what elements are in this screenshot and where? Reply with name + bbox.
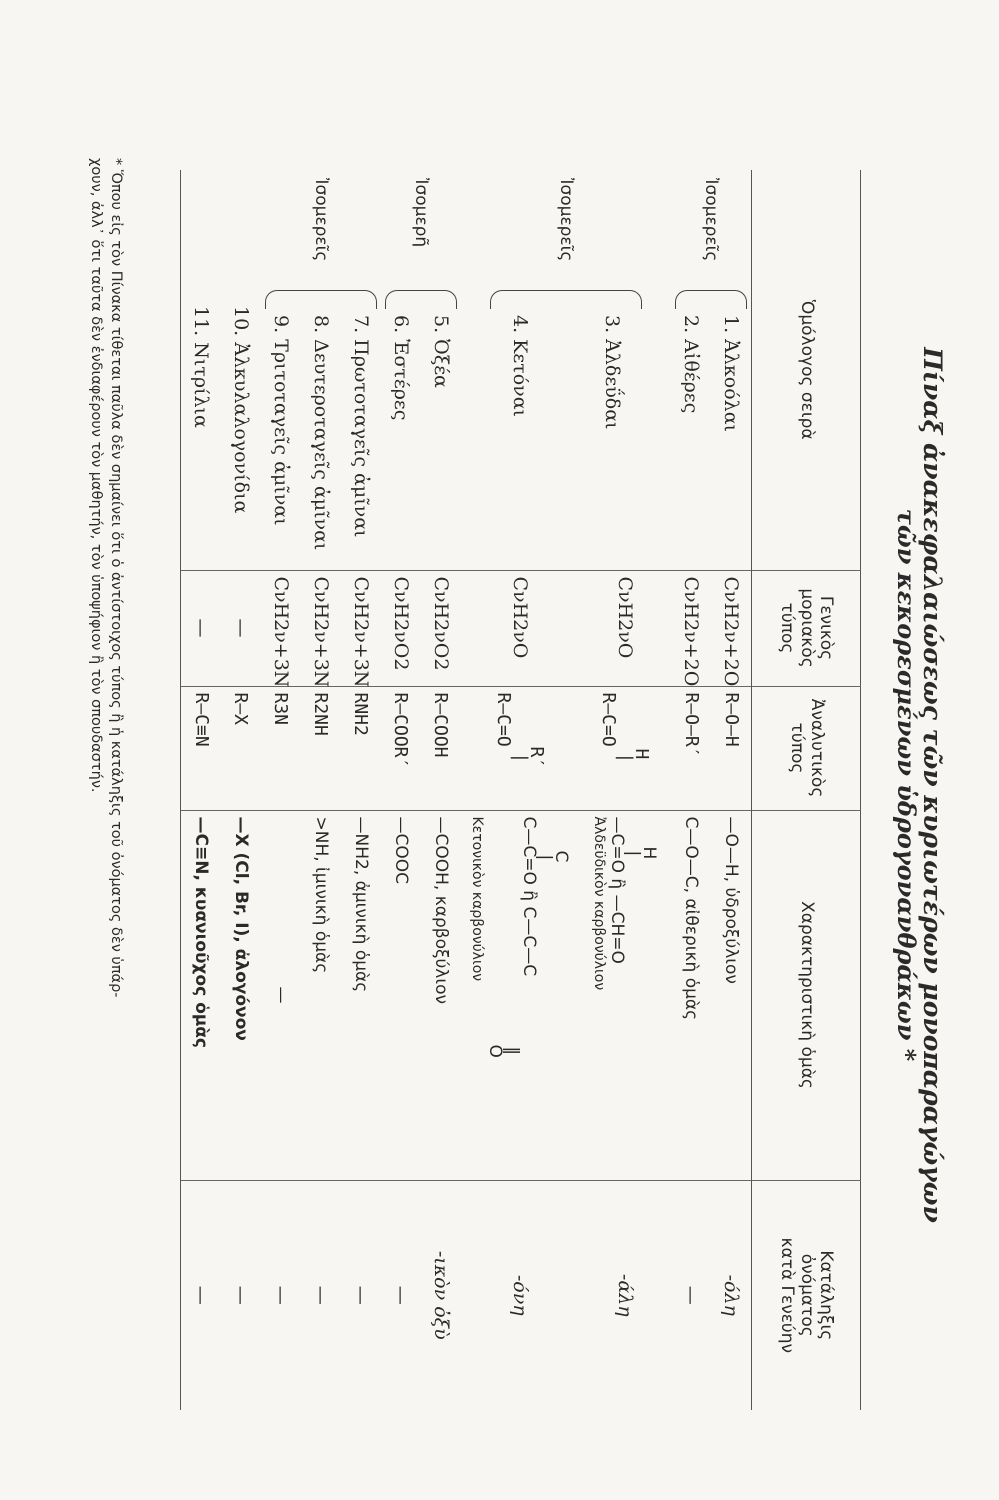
- group-label: Ἰσομερεῖς: [311, 178, 331, 262]
- characteristic-top: C: [551, 850, 571, 863]
- analytical-top: H: [631, 748, 652, 760]
- series-name: 9. Τριτοταγεῖς ἀμῖναι: [270, 315, 292, 526]
- bond-line-icon: |: [623, 850, 643, 857]
- analytical-formula: R—C≡N: [181, 686, 221, 810]
- characteristic-group: —COOH, καρβοξύλιον: [421, 810, 461, 1180]
- series-name: 1. Ἀλκοόλαι: [720, 315, 742, 433]
- series-name: 7. Πρωτοταγεῖς ἀμῖναι: [350, 315, 372, 538]
- name-ending: -ικὸν ὀξὺ: [421, 1180, 461, 1410]
- characteristic-group: —: [261, 810, 301, 1180]
- group-label: Ἰσομερεῖς: [701, 178, 721, 262]
- analytical-formula: R—COOH: [421, 686, 461, 810]
- series-name: 4. Κετόναι: [509, 315, 531, 417]
- series-name: 11. Νιτρίλια: [181, 170, 221, 570]
- header-row: [752, 170, 861, 1410]
- header-characteristic: Χαρακτηριστικὴ ὁμὰς: [752, 810, 861, 1180]
- analytical-formula: R—COOR′: [381, 686, 421, 810]
- characteristic-main: —C=O ἢ —CH=O: [607, 816, 627, 964]
- characteristic-group: [579, 810, 671, 1180]
- molecular-formula: CνH2ν+3N: [261, 570, 301, 686]
- name-ending: —: [381, 1180, 421, 1410]
- header-ending-l2: ὀνόματος: [796, 1253, 817, 1337]
- header-molecular-l1: Γενικὸς: [816, 595, 837, 661]
- characteristic-group: C—O—C, αἰθερικὴ ὁμὰς: [671, 810, 711, 1180]
- analytical-main: R—C=O: [598, 692, 619, 747]
- name-ending: -όλη: [711, 1180, 751, 1410]
- series-group-c: [381, 170, 461, 570]
- name-ending: —: [341, 1180, 381, 1410]
- molecular-formula: CνH2νO2: [381, 570, 421, 686]
- characteristic-group: —COOC: [381, 810, 421, 1180]
- header-molecular-l2: μοριακὸς: [796, 588, 817, 668]
- analytical-formula: [461, 686, 579, 810]
- series-group-b: [461, 170, 671, 570]
- name-ending: -άλη: [579, 1180, 671, 1410]
- name-ending: -όνη: [461, 1180, 579, 1410]
- characteristic-note: Ἀλδεϋδικὸν καρβονύλιον: [591, 816, 607, 991]
- series-name: 6. Ἐστέρες: [390, 315, 412, 421]
- footnote-line-2: χουν, ἀλλ᾽ ὅτι ταῦτα δὲν ἐνδιαφέρουν τὸν μαθητήν, τὸν ὑποψήφιον ἢ τὸν σπουδαστήν.: [88, 158, 105, 793]
- brace-icon: [265, 290, 377, 309]
- group-label: Ἰσομερῆ: [411, 178, 431, 248]
- name-ending: —: [221, 1180, 261, 1410]
- characteristic-group: —C≡N, κυανιοῦχος ὁμὰς: [181, 810, 221, 1180]
- characteristic-group: —O—H, ὑδροξύλιον: [711, 810, 751, 1180]
- molecular-formula: CνH2νO2: [421, 570, 461, 686]
- analytical-main: R—C=O: [493, 692, 514, 747]
- title-line-2: τῶν κεκορεσμένων ὑδρογονανθράκων *: [891, 508, 921, 1062]
- molecular-formula: —: [221, 570, 261, 686]
- characteristic-oxygen: O: [485, 1044, 505, 1058]
- characteristic-top: H: [639, 846, 659, 860]
- series-name: 5. Ὀξέα: [430, 315, 452, 388]
- table-row: [421, 170, 461, 1410]
- analytical-formula: [579, 686, 671, 810]
- name-ending: —: [181, 1180, 221, 1410]
- brace-icon: [385, 290, 457, 309]
- footnote-line-1: * Ὅπου εἰς τὸν Πίνακα τίθεται παῦλα δὲν σημαίνει ὅτι ὁ ἀντίστοιχος τύπος ἢ ἡ κατάληξις τοῦ ὀνόματος δὲν ὑπάρ-: [108, 158, 124, 998]
- header-ending-l1: Κατάληξις: [816, 1250, 837, 1341]
- table-row: [711, 170, 751, 1410]
- header-molecular-l3: τύπος: [777, 602, 798, 654]
- table-row: [221, 170, 261, 1410]
- title-line-1: Πίναξ ἀνακεφαλαιώσεως τῶν κυριωτέρων μονοπαραγώγων: [918, 347, 947, 1223]
- series-name: 3. Ἀλδεΰδαι: [601, 315, 623, 430]
- characteristic-main: C—C=O ἢ C—C—C: [519, 816, 539, 977]
- header-analytical: [752, 686, 861, 810]
- brace-icon: [675, 290, 747, 309]
- series-name: 10. Ἀλκυλαλογονίδια: [230, 306, 252, 514]
- analytical-formula: R3N: [261, 686, 301, 810]
- name-ending: —: [671, 1180, 711, 1410]
- bond-line-icon: |: [510, 752, 531, 764]
- header-analytical-l2: τύπος: [787, 722, 807, 774]
- characteristic-group: [461, 810, 579, 1180]
- characteristic-note: Κετονικὸν καρβονύλιον: [469, 816, 485, 982]
- header-ending: [752, 1180, 861, 1410]
- table-row: [341, 170, 381, 1410]
- bond-line-icon: |: [615, 752, 636, 764]
- analytical-formula: R—X: [221, 686, 261, 810]
- molecular-formula: CνH2νO: [461, 570, 579, 686]
- name-ending: —: [261, 1180, 301, 1410]
- table-row: [181, 170, 221, 1410]
- analytical-formula: R—O—H: [711, 686, 751, 810]
- molecular-formula: CνH2ν+3N: [301, 570, 341, 686]
- group-label: Ἰσομερεῖς: [556, 178, 576, 262]
- series-group-d: [261, 170, 381, 570]
- footnote: [86, 158, 125, 1468]
- series-name: 8. Δευτεροταγεῖς ἀμῖναι: [310, 315, 332, 551]
- table-row: [579, 170, 671, 1410]
- header-molecular: [752, 570, 861, 686]
- molecular-formula: CνH2νO: [579, 570, 671, 686]
- characteristic-group: >NH, ἰμινικὴ ὁμὰς: [301, 810, 341, 1180]
- brace-icon: [490, 290, 642, 309]
- molecular-formula: —: [181, 570, 221, 686]
- series-name: 2. Αἰθέρες: [680, 315, 702, 414]
- molecular-formula: CνH2ν+2O: [671, 570, 711, 686]
- header-series: Ὁμόλογος σειρὰ: [752, 170, 861, 570]
- characteristic-group: —NH2, ἀμινικὴ ὁμὰς: [341, 810, 381, 1180]
- bond-line-icon: |: [535, 854, 555, 861]
- name-ending: —: [301, 1180, 341, 1410]
- molecular-formula: CνH2ν+3N: [341, 570, 381, 686]
- page-title: [891, 140, 947, 1430]
- double-bond-icon: ‖: [502, 1046, 522, 1055]
- header-analytical-l1: Ἀναλυτικὸς: [806, 698, 827, 798]
- molecular-formula: CνH2ν+2O: [711, 570, 751, 686]
- header-ending-l3: κατὰ Γενεύην: [777, 1237, 798, 1354]
- analytical-formula: R2NH: [301, 686, 341, 810]
- characteristic-group: —X (Cl, Br, I), ἀλογόνον: [221, 810, 261, 1180]
- series-group-a: [671, 170, 752, 570]
- analytical-formula: R—O—R′: [671, 686, 711, 810]
- summary-table: [181, 170, 862, 1410]
- analytical-formula: RNH2: [341, 686, 381, 810]
- analytical-top: R′: [526, 746, 547, 769]
